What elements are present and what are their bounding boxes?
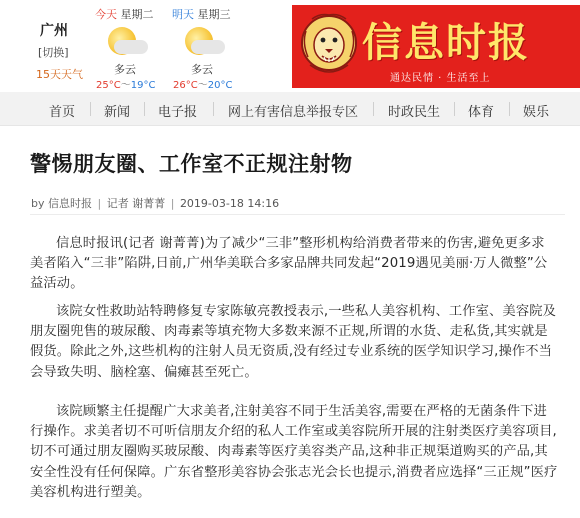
brand-name: 信息时报 bbox=[362, 20, 530, 66]
today-header bbox=[95, 6, 154, 22]
today-high: 25°C bbox=[96, 80, 121, 91]
title-divider bbox=[30, 214, 565, 215]
nav-divider bbox=[213, 102, 214, 116]
byline-divider: | bbox=[97, 197, 102, 210]
tomorrow-condition: 多云 bbox=[191, 63, 213, 76]
nav-divider bbox=[509, 102, 510, 116]
byline-divider: | bbox=[170, 197, 175, 210]
nav-divider bbox=[373, 102, 374, 116]
forecast-15day-link[interactable]: 15天天气 bbox=[36, 68, 83, 81]
byline-author: 记者 谢菁菁 bbox=[106, 197, 166, 210]
tomorrow-low: 20°C bbox=[207, 80, 233, 91]
article-paragraph: 该院女性救助站特聘修复专家陈敏亮教授表示,一些私人美容机构、工作室、美容院及朋友圈兜售的玻尿酸、肉毒素等填充物大多数来源不正规,所谓的水货、走私货,其实就是假货。除此之外,这些机构的注射人员无资质,没有经过专业系统的医学知识学习,操作不当会导致失明、脑栓塞、偏瘫甚至死亡。 bbox=[30, 304, 557, 380]
nav-item-entertainment[interactable]: 娱乐 bbox=[523, 105, 550, 120]
article-byline bbox=[31, 195, 279, 211]
byline-source-link[interactable]: 信息时报 bbox=[48, 197, 92, 210]
nav-item-politics[interactable]: 时政民生 bbox=[388, 105, 441, 120]
nav-item-sports[interactable]: 体育 bbox=[468, 105, 495, 120]
nav-divider bbox=[144, 102, 145, 116]
nav-item-epaper[interactable]: 电子报 bbox=[158, 105, 198, 120]
today-low: 19°C bbox=[130, 80, 156, 91]
today-temp-sep: ～ bbox=[120, 80, 131, 91]
brand-banner[interactable] bbox=[292, 5, 580, 88]
today-weekday: 星期二 bbox=[120, 8, 154, 21]
article-paragraph: 该院顾繁主任提醒广大求美者,注射美容不同于生活美容,需要在严格的无菌条件下进行操作。求美者切不可听信朋友介绍的私人工作室或美容院所开展的注射类医疗美容项目,切不可通过朋友圈购买玻尿酸、肉毒素等医疗美容类产品,这种非正规渠道购买的产品,其安全性没有任何保障。广东省整形美容协会张志光会长也提示,消费者应选择“三正规”医疗美容机构进行塑美。 bbox=[30, 404, 558, 500]
nav-item-report-zone[interactable]: 网上有害信息举报专区 bbox=[228, 105, 359, 120]
weather-widget bbox=[0, 0, 292, 92]
nav-divider bbox=[454, 102, 455, 116]
weather-city: 广州 bbox=[40, 23, 68, 39]
nav-divider bbox=[90, 102, 91, 116]
tomorrow-tag: 明天 bbox=[172, 8, 194, 21]
tomorrow-temp-sep: ～ bbox=[197, 80, 208, 91]
lion-logo-icon bbox=[300, 9, 358, 83]
today-tag: 今天 bbox=[95, 8, 117, 21]
article-title: 警惕朋友圈、工作室不正规注射物 bbox=[30, 152, 353, 176]
article-paragraph: 信息时报讯(记者 谢菁菁)为了减少“三非”整形机构给消费者带来的伤害,避免更多求美者陷入“三非”陷阱,日前,广州华美联合多家品牌共同发起“2019遇见美丽·万人微整”公益活动。 bbox=[30, 236, 548, 292]
nav-item-news[interactable]: 新闻 bbox=[104, 105, 131, 120]
nav-item-home[interactable]: 首页 bbox=[49, 105, 76, 120]
tomorrow-high: 26°C bbox=[173, 80, 198, 91]
site-header bbox=[0, 0, 580, 92]
byline-date: 2019-03-18 14:16 bbox=[179, 197, 280, 210]
cloud-icon bbox=[191, 40, 225, 54]
today-condition: 多云 bbox=[114, 63, 136, 76]
tomorrow-temperature bbox=[173, 76, 232, 91]
tomorrow-weekday: 星期三 bbox=[197, 8, 231, 21]
tomorrow-header bbox=[172, 6, 231, 22]
byline-by: by bbox=[31, 197, 45, 210]
brand-slogan: 通达民情 · 生活至上 bbox=[390, 73, 491, 84]
city-switch-link[interactable]: [切换] bbox=[38, 46, 69, 59]
cloud-icon bbox=[114, 40, 148, 54]
main-nav bbox=[0, 92, 580, 126]
today-temperature bbox=[96, 76, 155, 91]
